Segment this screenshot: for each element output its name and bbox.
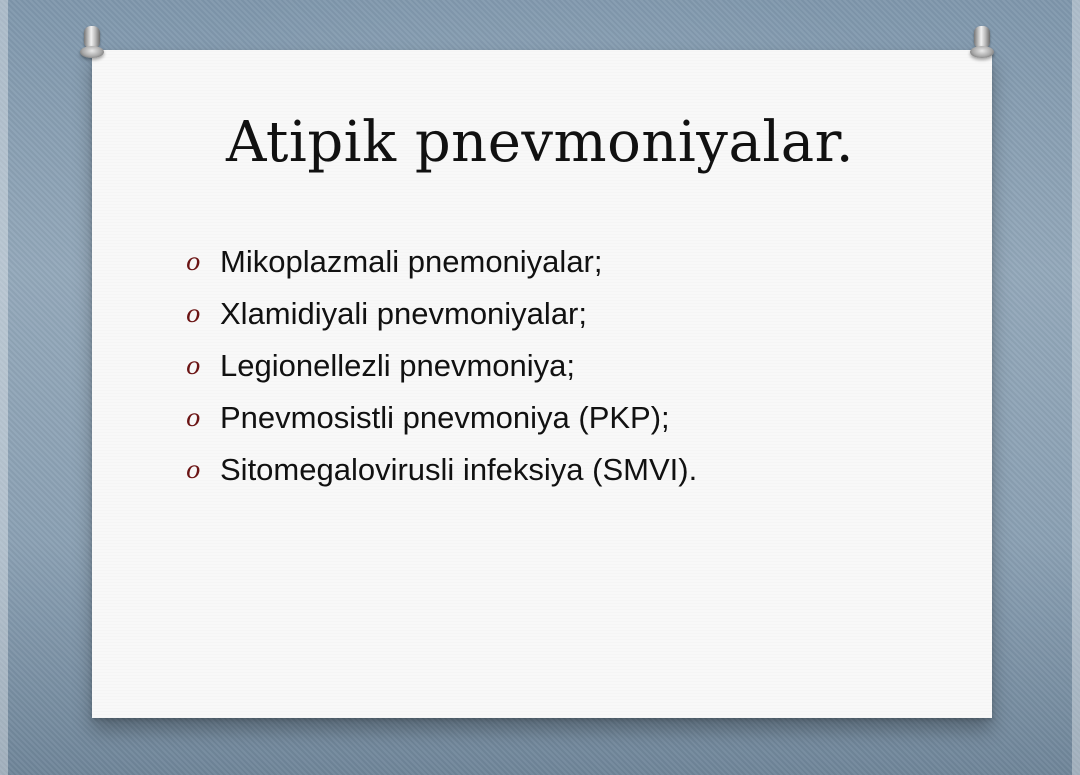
pushpin-icon [968,26,996,60]
bullet-text: Mikoplazmali pnemoniyalar; [220,244,603,279]
bullet-marker-icon: o [186,352,201,380]
pushpin-icon [78,26,106,60]
bullet-list [186,236,697,496]
bullet-text: Legionellezli pnevmoniya; [220,348,576,383]
pushpin-head [974,26,990,48]
bullet-item [186,392,697,444]
pushpin-head [84,26,100,48]
slide-title: Atipik pnevmoniyalar. [225,110,855,175]
bullet-text: Sitomegalovirusli infeksiya (SMVI). [220,452,698,487]
bullet-text: Pnevmosistli pnevmoniya (PKP); [220,400,670,435]
bullet-item [186,444,697,496]
bullet-item [186,340,697,392]
bullet-text: Xlamidiyali pnevmoniyalar; [220,296,587,331]
bullet-marker-icon: o [186,300,201,328]
pushpin-base [80,46,104,58]
bullet-item [186,236,697,288]
bullet-marker-icon: o [186,456,201,484]
pushpin-base [970,46,994,58]
bullet-item [186,288,697,340]
bullet-marker-icon: o [186,248,201,276]
bullet-marker-icon: o [186,404,201,432]
